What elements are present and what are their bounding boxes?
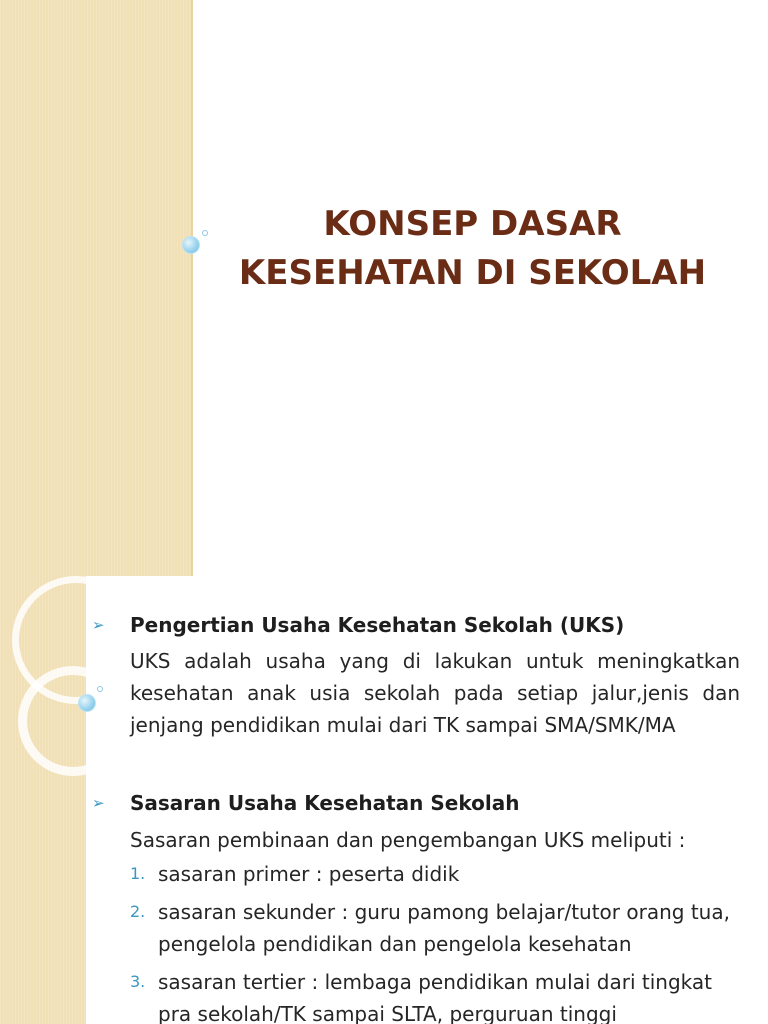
list-item (130, 858, 740, 890)
decorative-sidebar (0, 0, 191, 576)
section-heading: Sasaran Usaha Kesehatan Sekolah (130, 791, 520, 815)
slide-title (200, 200, 745, 298)
title-line-2: KESEHATAN DI SEKOLAH (238, 253, 707, 293)
list-number: 3. (130, 972, 146, 991)
section-intro: Sasaran pembinaan dan pengembangan UKS meliputi : (130, 828, 686, 852)
list-number: 2. (130, 902, 146, 921)
bullet-row (92, 790, 740, 816)
section-body: UKS adalah usaha yang di lakukan untuk meningkatkan kesehatan anak usia sekolah pada setiap jalur,jenis dan jenjang pendidikan mulai dari TK sampai SMA/SMK/MA (130, 649, 740, 737)
list-item-text: sasaran primer : peserta didik (158, 862, 460, 886)
list-item (130, 896, 740, 960)
list-item-text: sasaran tertier : lembaga pendidikan mulai dari tingkat pra sekolah/TK sampai SLTA, perguruan tinggi (158, 970, 712, 1024)
bullet-row (92, 612, 740, 638)
section-sasaran (92, 790, 740, 1024)
bubble-decoration-icon (182, 236, 200, 254)
content-slide (0, 576, 768, 1024)
list-number: 1. (130, 864, 146, 883)
arrow-bullet-icon: ➢ (92, 794, 105, 812)
title-line-1: KONSEP DASAR (323, 204, 622, 244)
section-pengertian (92, 612, 740, 741)
list-item-text: sasaran sekunder : guru pamong belajar/tutor orang tua, pengelola pendidikan dan pengelola kesehatan (158, 900, 730, 956)
arrow-bullet-icon: ➢ (92, 616, 105, 634)
sidebar-edge (191, 0, 193, 576)
section-heading: Pengertian Usaha Kesehatan Sekolah (UKS) (130, 613, 625, 637)
list-item (130, 966, 740, 1024)
numbered-list (130, 858, 740, 1024)
